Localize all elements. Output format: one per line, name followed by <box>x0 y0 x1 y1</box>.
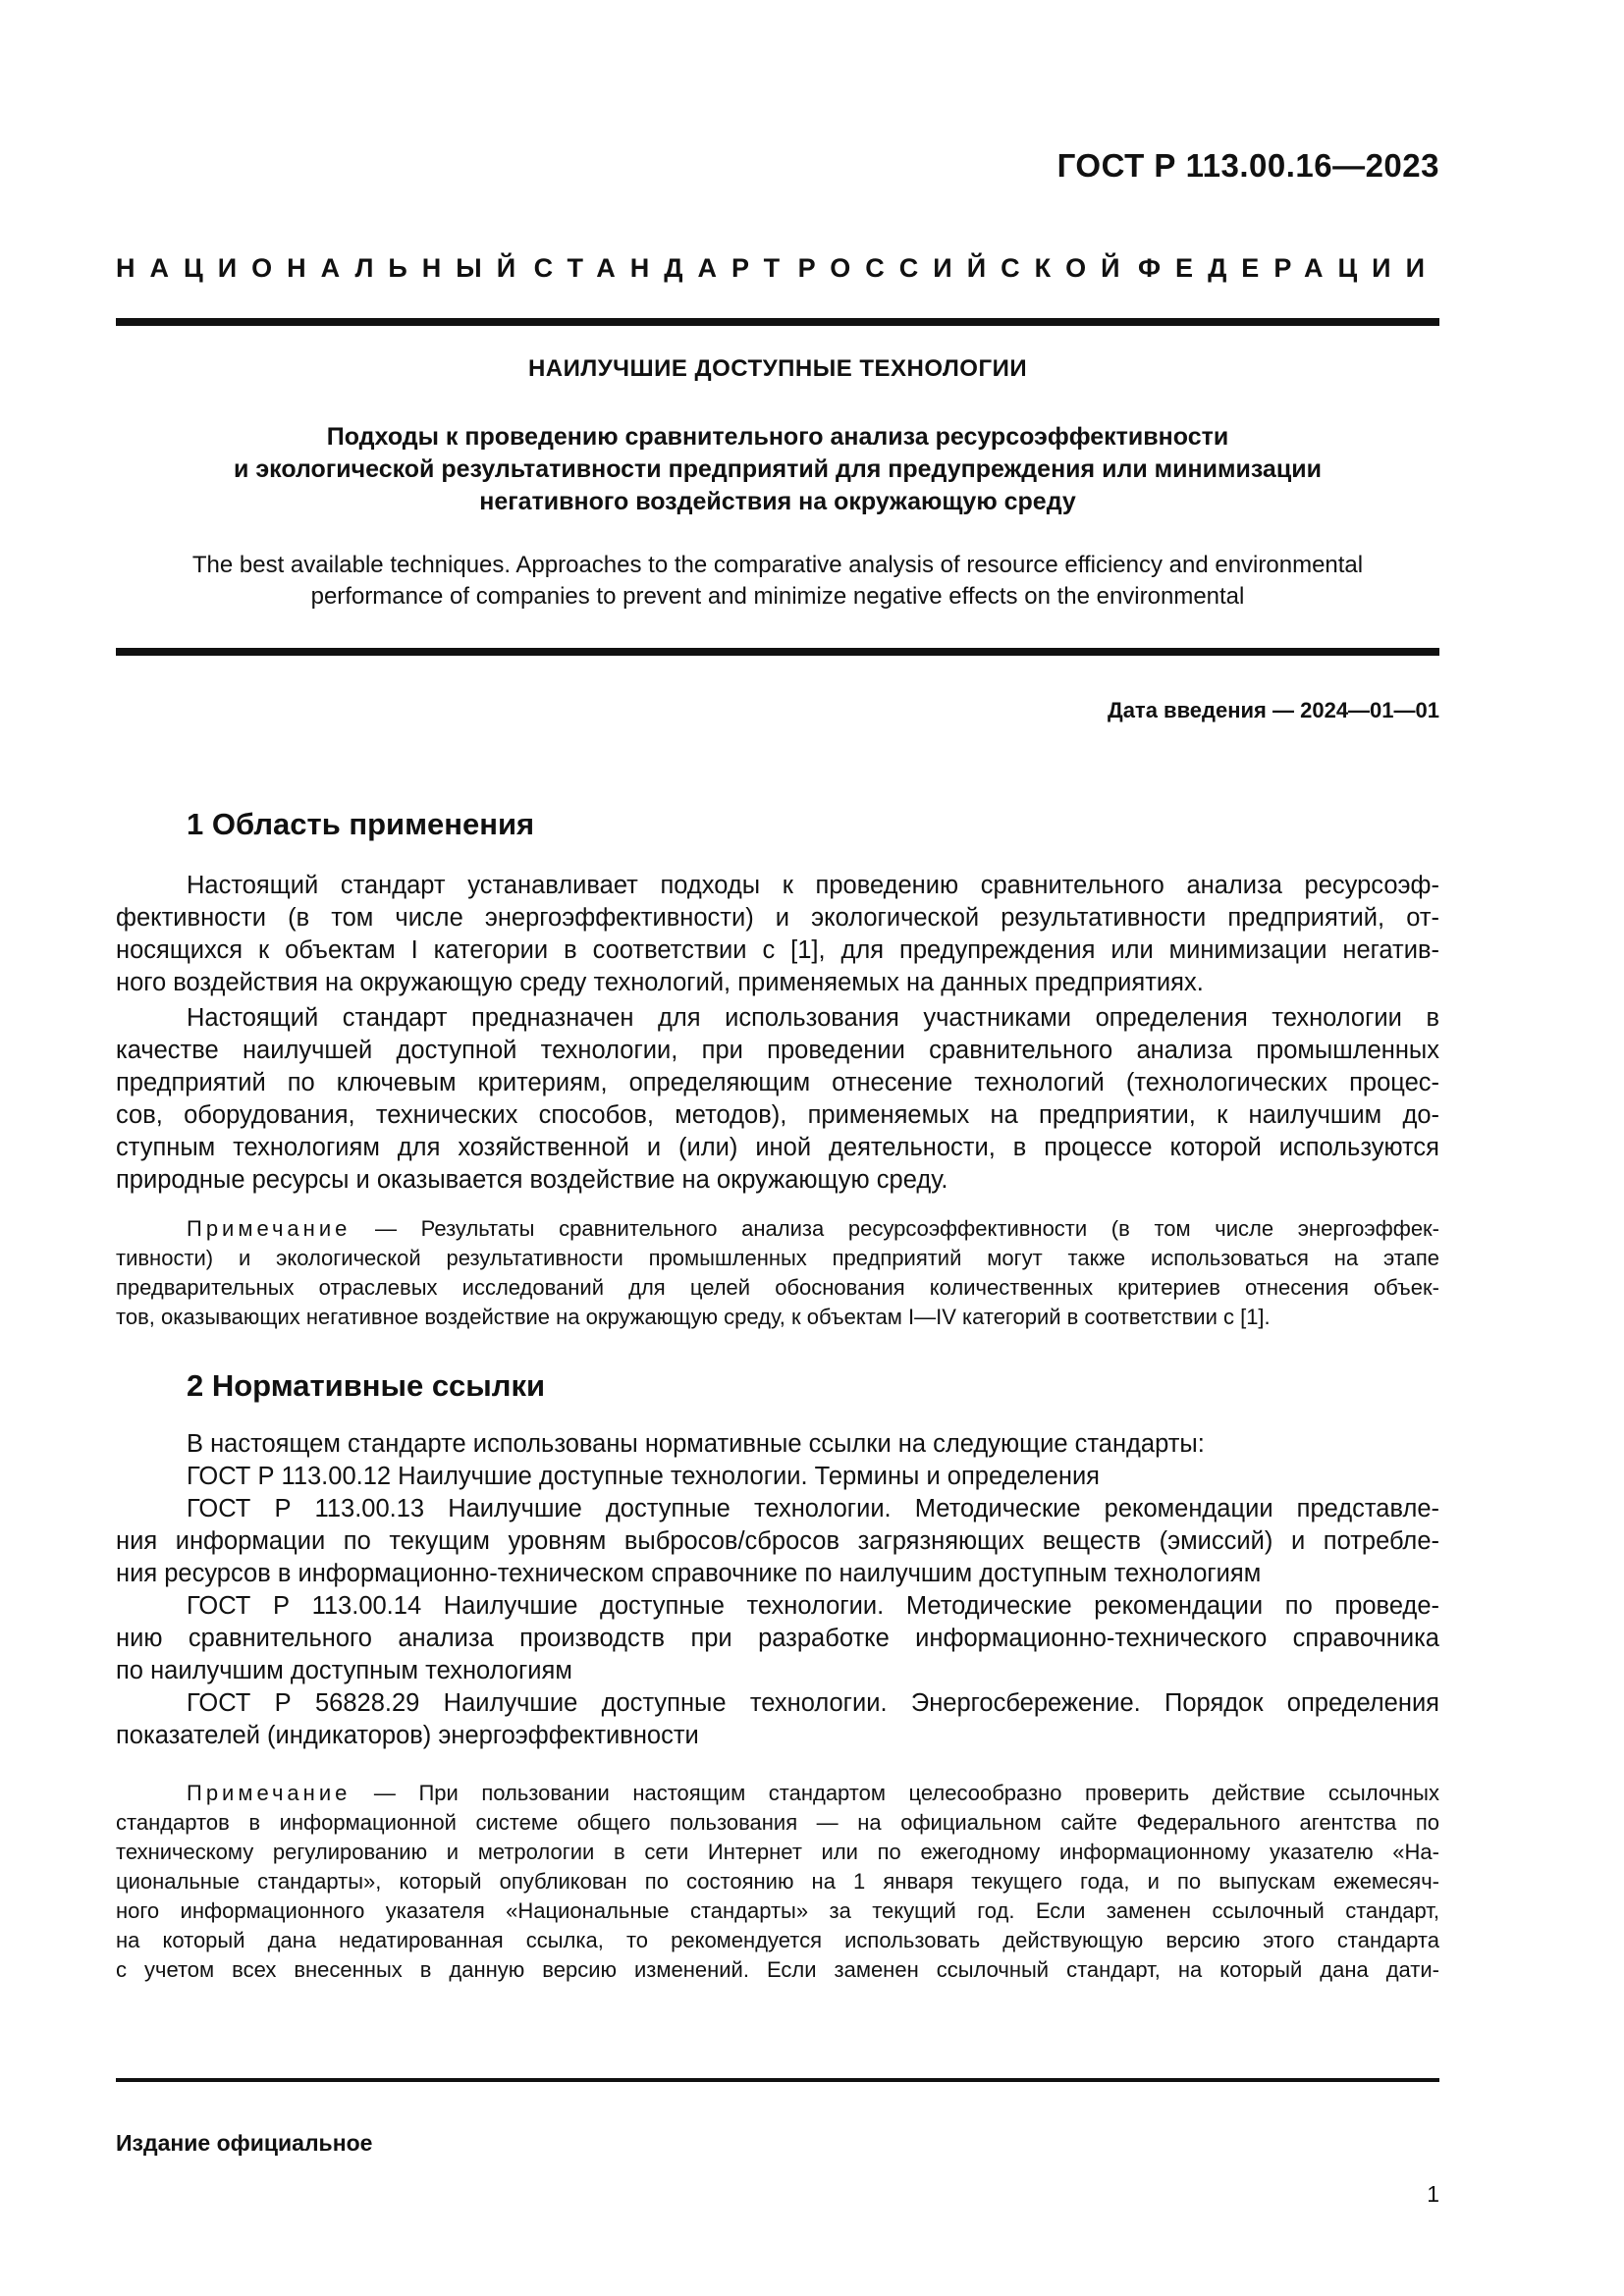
reference-line: ГОСТ Р 113.00.12 Наилучшие доступные технологии. Термины и определения <box>187 1463 1100 1490</box>
text-line: природные ресурсы и оказывается воздействие на окружающую среду. <box>116 1166 948 1194</box>
english-title <box>116 550 1439 613</box>
text-line: носящихся к объектам I категории в соответствии с [1], для предупреждения или минимизации негатив- <box>116 936 1439 964</box>
banner-word: РОССИЙСКОЙ <box>797 253 1135 283</box>
banner-word: ФЕДЕРАЦИИ <box>1138 253 1439 283</box>
document-subtitle <box>116 421 1439 518</box>
reference-line: ГОСТ Р 56828.29 Наилучшие доступные технологии. Энергосбережение. Порядок определения <box>187 1689 1439 1717</box>
note-line: на который дана недатированная ссылка, то рекомендуется использовать действующую версию этого стандарта <box>116 1928 1439 1952</box>
reference-line: ГОСТ Р 113.00.13 Наилучшие доступные технологии. Методические рекомендации представле- <box>187 1495 1439 1522</box>
note-first-line <box>116 1214 1439 1244</box>
banner-word: НАЦИОНАЛЬНЫЙ <box>116 253 531 283</box>
note-text: — Результаты сравнительного анализа ресурсоэффективности (в том числе энергоэффек- <box>351 1216 1439 1241</box>
reference-line: ГОСТ Р 113.00.14 Наилучшие доступные технологии. Методические рекомендации по проведе- <box>187 1592 1439 1620</box>
introduction-date: Дата введения — 2024—01—01 <box>1108 698 1439 722</box>
note-line: техническому регулированию и метрологии в сети Интернет или по ежегодному информационному указателю «На- <box>116 1840 1439 1864</box>
top-rule <box>116 318 1439 326</box>
text-line: предприятий по ключевым критериям, определяющим отнесение технологий (технологических процес- <box>116 1069 1439 1096</box>
section1-paragraph-2 <box>116 1002 1439 1197</box>
note-label: Примечание <box>187 1781 352 1805</box>
text-line: Настоящий стандарт устанавливает подходы к проведению сравнительного анализа ресурсоэф- <box>187 872 1439 899</box>
note-line: стандартов в информационной системе общего пользования — на официальном сайте Федерального агентства по <box>116 1810 1439 1835</box>
english-title-line: The best available techniques. Approaches to the comparative analysis of resource efficiency and environmental <box>191 552 1364 578</box>
section-heading-normative-references: 2 Нормативные ссылки <box>187 1368 546 1403</box>
banner-word: СТАНДАРТ <box>533 253 795 283</box>
text-line: качестве наилучшей доступной технологии, при проведении сравнительного анализа промышленных <box>116 1037 1439 1064</box>
national-standard-banner <box>116 253 1439 284</box>
text-line: сов, оборудования, технических способов, методов), применяемых на предприятии, к наилучшим до- <box>116 1101 1439 1129</box>
footer-rule <box>116 2078 1439 2082</box>
reference-line: ния информации по текущим уровням выбросов/сбросов загрязняющих веществ (эмиссий) и потребле- <box>116 1527 1439 1555</box>
note-label: Примечание <box>187 1216 352 1241</box>
text-line: фективности (в том числе энергоэффективности) и экологической результативности предприятий, от- <box>116 904 1439 932</box>
text-line: ного воздействия на окружающую среду технологий, применяемых на данных предприятиях. <box>116 969 1204 996</box>
note-line: с учетом всех внесенных в данную версию изменений. Если заменен ссылочный стандарт, на который дана дати- <box>116 1957 1439 1982</box>
note-line: циональные стандарты», который опубликован по состоянию на 1 января текущего года, и по выпускам ежемесяч- <box>116 1869 1439 1894</box>
standard-number: ГОСТ Р 113.00.16—2023 <box>1056 147 1439 184</box>
note-line: тов, оказывающих негативное воздействие на окружающую среду, к объектам I—IV категорий в соответствии с [1]. <box>116 1305 1271 1329</box>
section2-note <box>116 1779 1439 1985</box>
subtitle-line: Подходы к проведению сравнительного анализа ресурсоэффективности <box>326 423 1229 451</box>
subtitle-line: негативного воздействия на окружающую среду <box>479 488 1076 515</box>
note-line: тивности) и экологической результативности промышленных предприятий могут также использоваться на этапе <box>116 1246 1439 1270</box>
official-edition-label: Издание официальное <box>116 2130 373 2156</box>
text-line: ступным технологиям для хозяйственной и (или) иной деятельности, в процессе которой используются <box>116 1134 1439 1161</box>
section-heading-scope: 1 Область применения <box>187 807 535 841</box>
text-line: Настоящий стандарт предназначен для использования участниками определения технологии в <box>187 1004 1439 1032</box>
note-line: предварительных отраслевых исследований для целей обоснования количественных критериев отнесения объек- <box>116 1275 1439 1300</box>
text-line: В настоящем стандарте использованы нормативные ссылки на следующие стандарты: <box>187 1430 1205 1458</box>
subtitle-line: и экологической результативности предприятий для предупреждения или минимизации <box>234 455 1322 483</box>
reference-line: по наилучшим доступным технологиям <box>116 1657 572 1684</box>
reference-line: нию сравнительного анализа производств при разработке информационно-технического справочника <box>116 1625 1439 1652</box>
reference-line: показателей (индикаторов) энергоэффективности <box>116 1722 699 1749</box>
section2-references <box>116 1428 1439 1752</box>
section1-note <box>116 1214 1439 1332</box>
document-title: НАИЛУЧШИЕ ДОСТУПНЫЕ ТЕХНОЛОГИИ <box>527 355 1028 382</box>
title-rule <box>116 648 1439 656</box>
section1-paragraph-1 <box>116 870 1439 999</box>
note-line: ного информационного указателя «Национальные стандарты» за текущий год. Если заменен ссылочный стандарт, <box>116 1898 1439 1923</box>
page-number: 1 <box>1427 2181 1439 2207</box>
english-title-line: performance of companies to prevent and minimize negative effects on the environmental <box>310 583 1245 610</box>
note-first-line <box>116 1779 1439 1808</box>
reference-line: ния ресурсов в информационно-техническом справочнике по наилучшим доступным технологиям <box>116 1560 1262 1587</box>
note-text: — При пользовании настоящим стандартом целесообразно проверить действие ссылочных <box>351 1781 1439 1805</box>
